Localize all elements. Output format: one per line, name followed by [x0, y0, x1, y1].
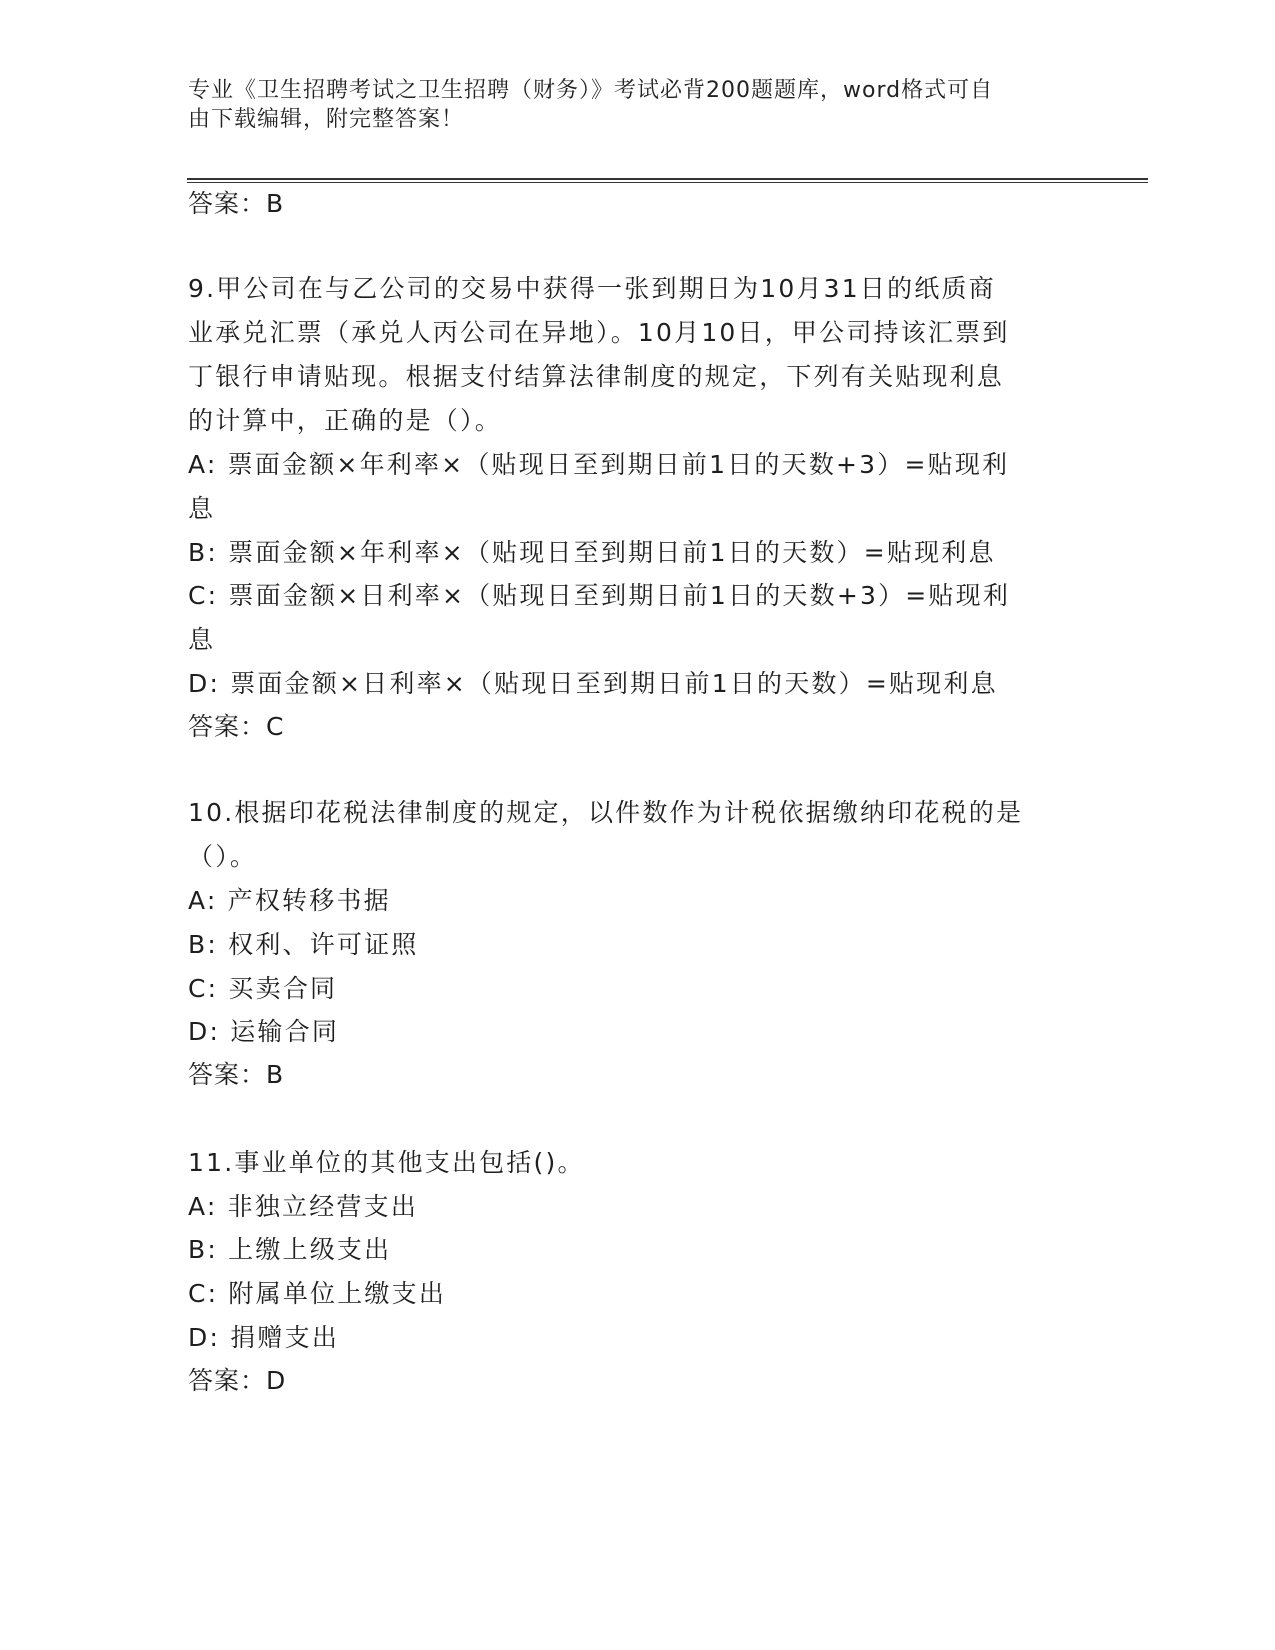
- q9-option-c-cont: 息: [188, 625, 216, 654]
- q11-answer: 答案：D: [188, 1366, 287, 1395]
- q9-option-d: D: 票面金额×日利率×（贴现日至到期日前1日的天数）=贴现利息: [188, 669, 998, 698]
- q10-stem-line-1: 10.根据印花税法律制度的规定，以件数作为计税依据缴纳印花税的是: [188, 798, 1024, 827]
- q10-option-a: A: 产权转移书据: [188, 886, 391, 915]
- q10-answer: 答案：B: [188, 1060, 285, 1089]
- header-divider-thick: [187, 178, 1148, 180]
- header-line-1: 专业《卫生招聘考试之卫生招聘（财务）》考试必背200题题库，word格式可自: [188, 78, 994, 103]
- q9-answer: 答案：C: [188, 712, 285, 741]
- previous-answer: 答案：B: [188, 189, 285, 218]
- q9-stem-line-1: 9.甲公司在与乙公司的交易中获得一张到期日为10月31日的纸质商: [188, 274, 996, 303]
- q11-option-b: B: 上缴上级支出: [188, 1235, 392, 1264]
- q11-option-d: D: 捐赠支出: [188, 1323, 340, 1352]
- q10-option-d: D: 运输合同: [188, 1017, 340, 1046]
- q9-stem-line-2: 业承兑汇票（承兑人丙公司在异地）。10月10日，甲公司持该汇票到: [188, 318, 1010, 347]
- q11-option-a: A: 非独立经营支出: [188, 1192, 419, 1221]
- q9-stem-line-4: 的计算中，正确的是（）。: [188, 406, 502, 435]
- q9-option-a-cont: 息: [188, 494, 216, 523]
- q11-stem: 11.事业单位的其他支出包括()。: [188, 1148, 585, 1177]
- q10-option-c: C: 买卖合同: [188, 974, 338, 1003]
- q9-option-c: C: 票面金额×日利率×（贴现日至到期日前1日的天数+3）=贴现利: [188, 581, 1011, 610]
- header-divider-thin: [187, 182, 1148, 183]
- q9-option-b: B: 票面金额×年利率×（贴现日至到期日前1日的天数）=贴现利息: [188, 538, 996, 567]
- q9-stem-line-3: 丁银行申请贴现。根据支付结算法律制度的规定，下列有关贴现利息: [188, 362, 1005, 391]
- q10-stem-line-2: （）。: [188, 842, 258, 871]
- header-line-2: 由下载编辑，附完整答案！: [188, 107, 465, 132]
- q10-option-b: B: 权利、许可证照: [188, 930, 419, 959]
- document-header: [188, 76, 1078, 134]
- q9-option-a: A: 票面金额×年利率×（贴现日至到期日前1日的天数+3）=贴现利: [188, 450, 1010, 479]
- q11-option-c: C: 附属单位上缴支出: [188, 1279, 447, 1308]
